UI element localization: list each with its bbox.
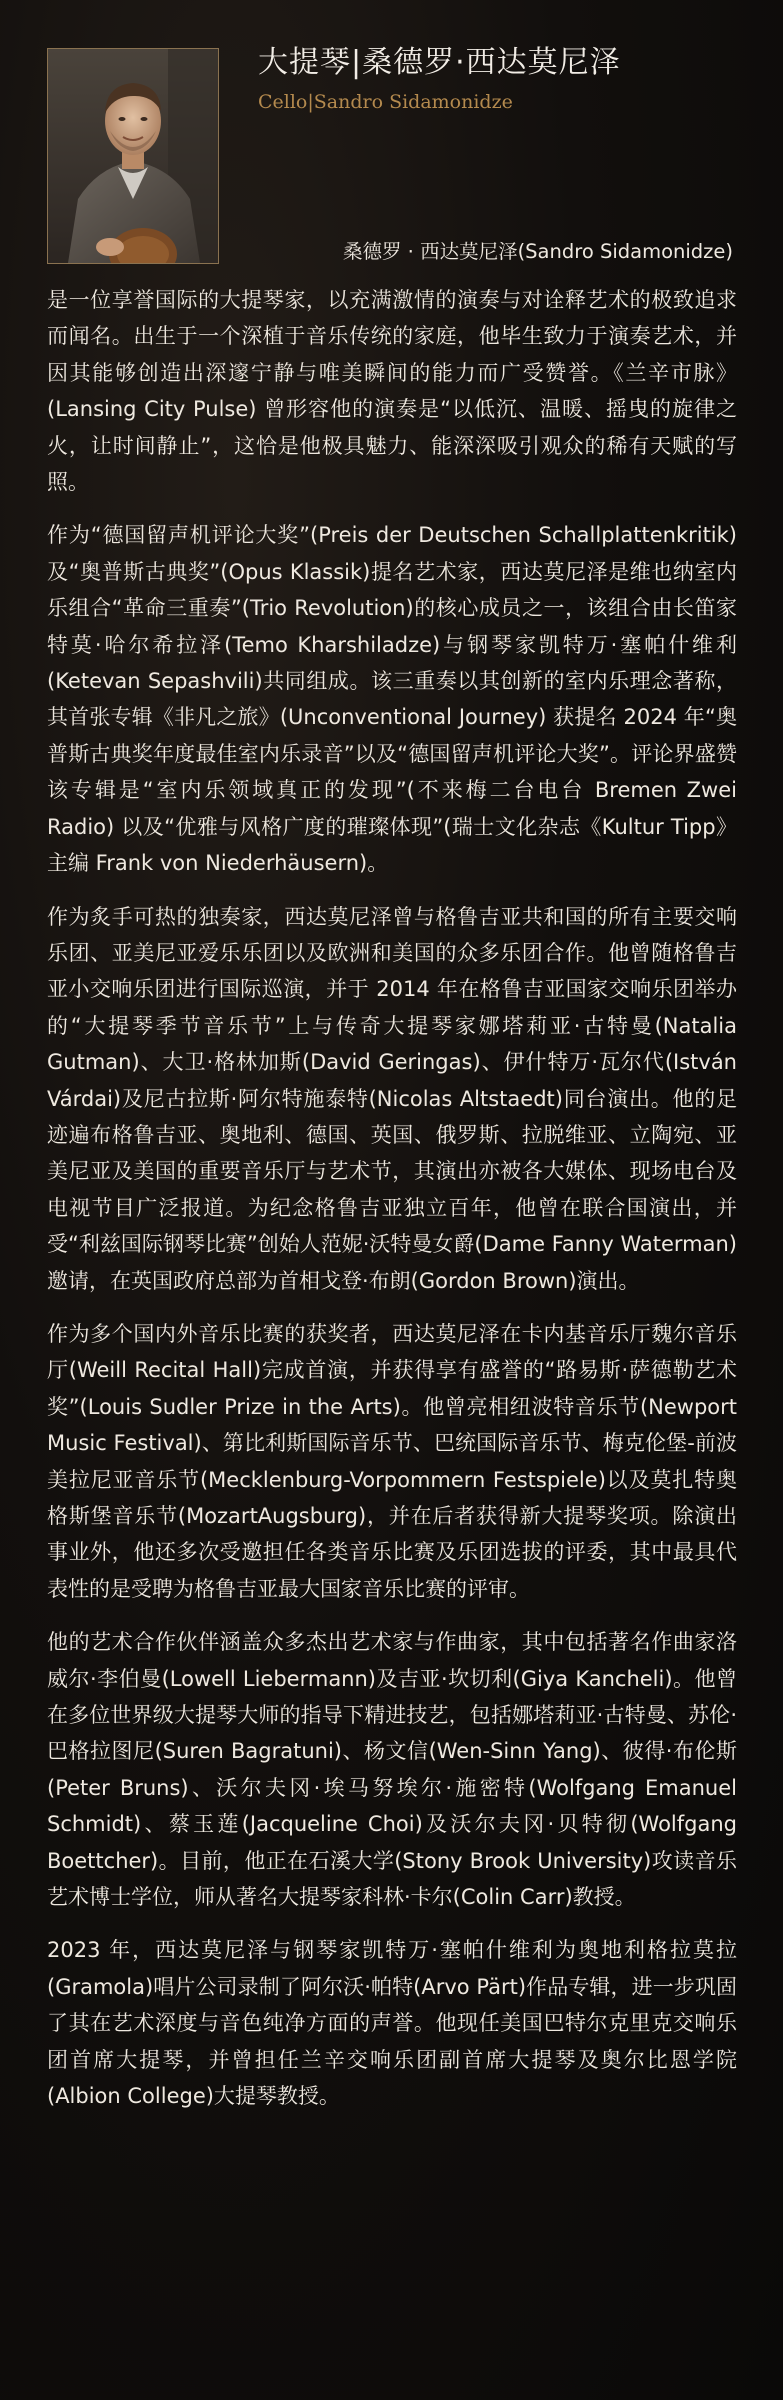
bio-paragraph: 2023 年，西达莫尼泽与钢琴家凯特万·塞帕什维利为奥地利格拉莫拉(Gramola)唱片公司录制了阿尔沃·帕特(Arvo Pärt)作品专辑，进一步巩固了其在艺术深度与音色纯净方面的声誉。他现任美国巴特尔克里克交响乐团首席大提琴，并曾担任兰辛交响乐团副首席大提琴及奥尔比恩学院(Albion College)大提琴教授。 <box>47 1938 737 2109</box>
header <box>258 44 621 116</box>
bio-paragraph: 是一位享誉国际的大提琴家，以充满激情的演奏与对诠释艺术的极致追求而闻名。出生于一个深植于音乐传统的家庭，他毕生致力于演奏艺术，并因其能够创造出深邃宁静与唯美瞬间的能力而广受赞誉。《兰辛市脉》(Lansing City Pulse) 曾形容他的演奏是“以低沉、温暖、摇曳的旋律之火，让时间静止”，这恰是他极具魅力、能深深吸引观众的稀有天赋的写照。 <box>47 288 737 495</box>
bio-paragraph: 作为“德国留声机评论大奖”(Preis der Deutschen Schallplattenkritik)及“奥普斯古典奖”(Opus Klassik)提名艺术家，西达莫尼泽是维也纳室内乐组合“革命三重奏”(Trio Revolution)的核心成员之一，该组合由长笛家特莫·哈尔希拉泽(Temo Kharshiladze)与钢琴家凯特万·塞帕什维利(Ketevan Sepashvili)共同组成。该三重奏以其创新的室内乐理念著称，其首张专辑《非凡之旅》(Unconventional Journey) 获提名 2024 年“奥普斯古典奖年度最佳室内乐录音”以及“德国留声机评论大奖”。评论界盛赞该专辑是“室内乐领域真正的发现”(不来梅二台电台 Bremen Zwei Radio) 以及“优雅与风格广度的璀璨体现”(瑞士文化杂志《Kultur Tipp》主编 Frank von Niederhäusern)。 <box>47 523 737 876</box>
bio-paragraph: 作为多个国内外音乐比赛的获奖者，西达莫尼泽在卡内基音乐厅魏尔音乐厅(Weill Recital Hall)完成首演，并获得享有盛誉的“路易斯·萨德勒艺术奖”(Louis Sudler Prize in the Arts)。他曾亮相纽波特音乐节(Newport Music Festival)、第比利斯国际音乐节、巴统国际音乐节、梅克伦堡-前波美拉尼亚音乐节(Mecklenburg-Vorpommern Festspiele)以及莫扎特奥格斯堡音乐节(MozartAugsburg)，并在后者获得新大提琴奖项。除演出事业外，他还多次受邀担任各类音乐比赛及乐团选拔的评委，其中最具代表性的是受聘为格鲁吉亚最大国家音乐比赛的评审。 <box>47 1321 737 1601</box>
intro-name: 桑德罗 · 西达莫尼泽(Sandro Sidamonidze) <box>342 240 733 263</box>
page-title: 大提琴|桑德罗·西达莫尼泽 <box>258 45 621 80</box>
bio-paragraph: 他的艺术合作伙伴涵盖众多杰出艺术家与作曲家，其中包括著名作曲家洛威尔·李伯曼(Lowell Liebermann)及吉亚·坎切利(Giya Kancheli)。他曾在多位世界级大提琴大师的指导下精进技艺，包括娜塔莉亚·古特曼、苏伦·巴格拉图尼(Suren Bagratuni)、杨文信(Wen-Sinn Yang)、彼得·布伦斯(Peter Bruns)、沃尔夫冈·埃马努埃尔·施密特(Wolfgang Emanuel Schmidt)、蔡玉莲(Jacqueline Choi)及沃尔夫冈·贝特彻(Wolfgang Boettcher)。目前，他正在石溪大学(Stony Brook University)攻读音乐艺术博士学位，师从著名大提琴家科林·卡尔(Colin Carr)教授。 <box>47 1630 737 1910</box>
biography-text <box>47 282 737 2132</box>
page-subtitle: Cello|Sandro Sidamonidze <box>258 91 513 113</box>
bio-paragraph: 作为炙手可热的独奏家，西达莫尼泽曾与格鲁吉亚共和国的所有主要交响乐团、亚美尼亚爱乐乐团以及欧洲和美国的众多乐团合作。他曾随格鲁吉亚小交响乐团进行国际巡演，并于 2014 年在格鲁吉亚国家交响乐团举办的“大提琴季节音乐节”上与传奇大提琴家娜塔莉亚·古特曼(Natalia Gutman)、大卫·格林加斯(David Geringas)、伊什特万·瓦尔代(István Várdai)及尼古拉斯·阿尔特施泰特(Nicolas Altstaedt)同台演出。他的足迹遍布格鲁吉亚、奥地利、德国、英国、俄罗斯、拉脱维亚、立陶宛、亚美尼亚及美国的重要音乐厅与艺术节，其演出亦被各大媒体、现场电台及电视节目广泛报道。为纪念格鲁吉亚独立百年，他曾在联合国演出，并受“利兹国际钢琴比赛”创始人范妮·沃特曼女爵(Dame Fanny Waterman)邀请，在英国政府总部为首相戈登·布朗(Gordon Brown)演出。 <box>47 904 737 1293</box>
cellist-portrait-image <box>47 48 219 264</box>
